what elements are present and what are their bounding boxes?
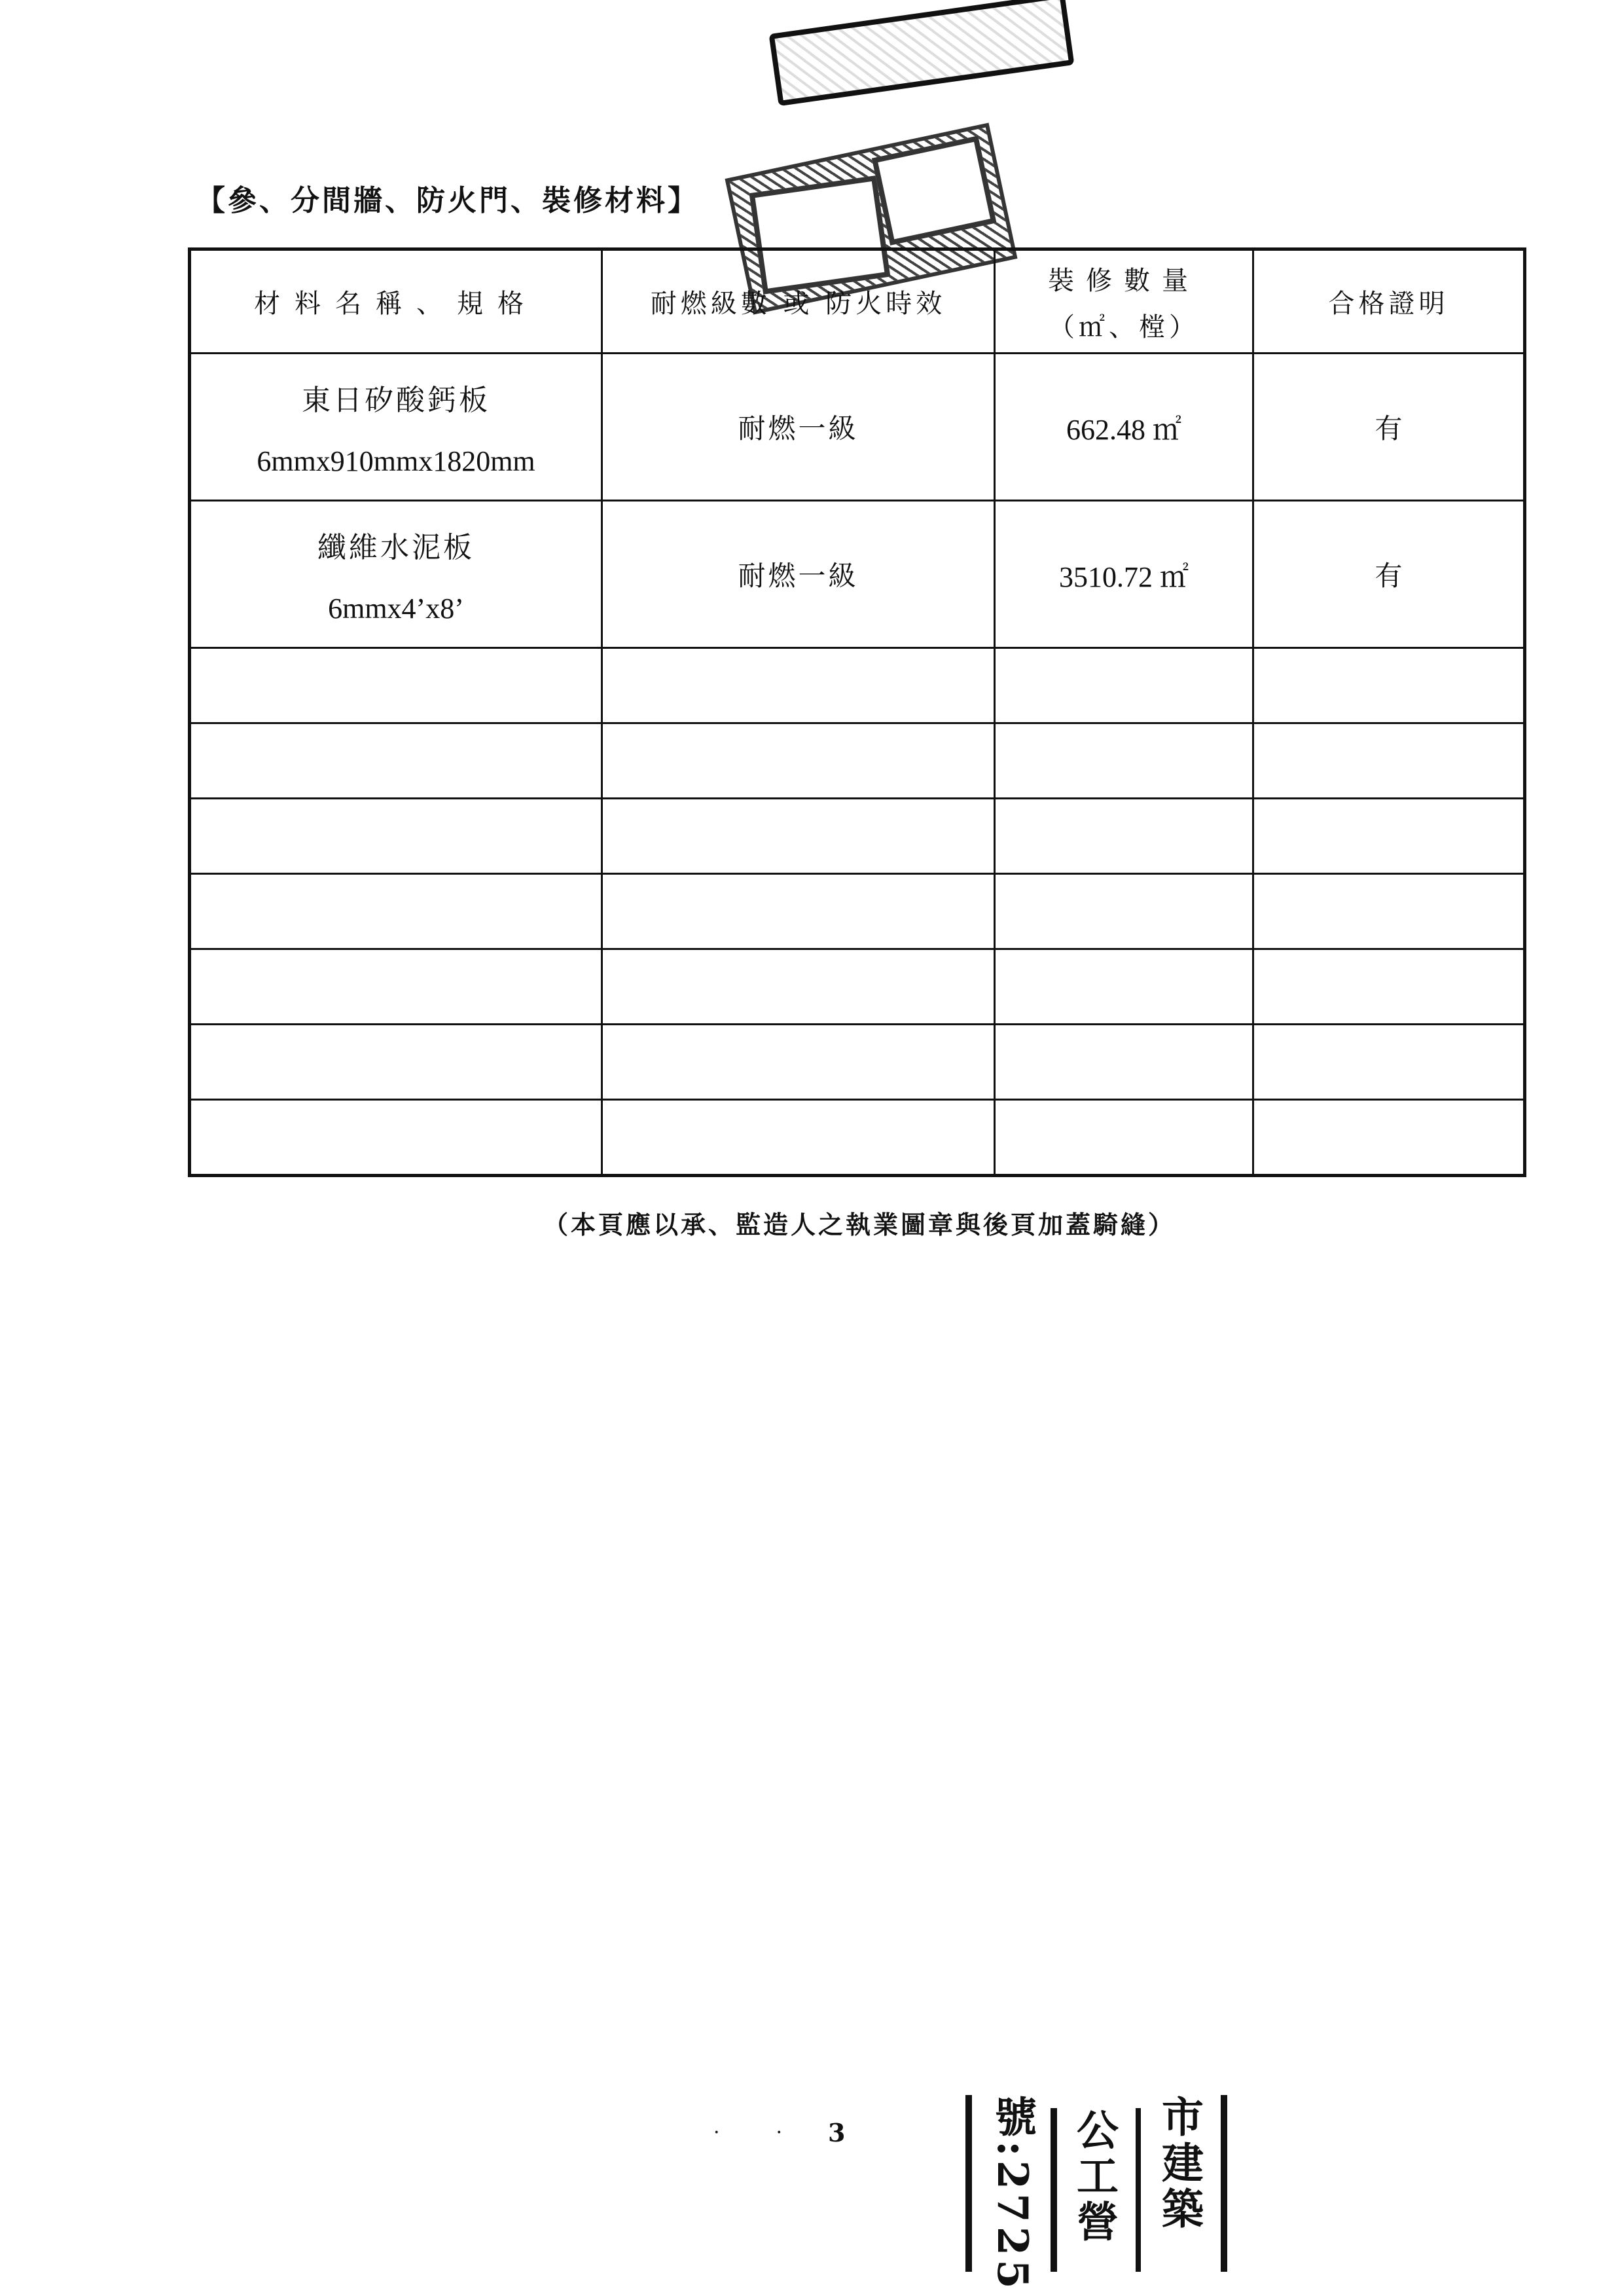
- empty-cell: [190, 648, 602, 723]
- section-title: 【參、分間牆、防火門、裝修材料】: [196, 184, 699, 217]
- empty-cell: [602, 949, 995, 1025]
- empty-cell: [190, 949, 602, 1025]
- stamp-text-col3: 市建築: [1155, 2095, 1204, 2232]
- empty-table-row: [190, 874, 1525, 949]
- empty-cell: [602, 648, 995, 723]
- empty-cell: [190, 723, 602, 799]
- header-material-name: [190, 249, 602, 354]
- empty-cell: [995, 1025, 1253, 1100]
- empty-cell: [1253, 799, 1525, 874]
- stamp-border: [1221, 2095, 1227, 2272]
- certificate-cell: 有: [1253, 354, 1525, 501]
- material-spec: 6mmx4’x8’: [328, 592, 464, 625]
- empty-cell: [190, 1100, 602, 1176]
- empty-cell: [995, 723, 1253, 799]
- stamp-text-col2: 公工營: [1070, 2108, 1119, 2246]
- empty-cell: [995, 648, 1253, 723]
- empty-cell: [602, 723, 995, 799]
- header-certificate: [1253, 249, 1525, 354]
- stamp-text-col1: 號:2725: [988, 2095, 1037, 2293]
- header-quantity-label: 裝修數量: [1048, 265, 1200, 296]
- empty-cell: [995, 1100, 1253, 1176]
- empty-cell: [1253, 1025, 1525, 1100]
- empty-cell: [995, 799, 1253, 874]
- empty-cell: [1253, 874, 1525, 949]
- empty-cell: [1253, 648, 1525, 723]
- seam-stamp-top: [768, 0, 1074, 106]
- header-material-name-label: 材料名稱、規格: [254, 289, 538, 319]
- header-quantity: [995, 249, 1253, 354]
- material-name-cell: [190, 501, 602, 648]
- empty-cell: [1253, 949, 1525, 1025]
- empty-cell: [190, 874, 602, 949]
- fire-grade-cell: 耐燃一級: [602, 354, 995, 501]
- empty-cell: [602, 1100, 995, 1176]
- empty-table-row: [190, 799, 1525, 874]
- empty-table-row: [190, 723, 1525, 799]
- materials-table: [188, 247, 1526, 1177]
- empty-cell: [1253, 723, 1525, 799]
- empty-table-row: [190, 648, 1525, 723]
- material-name-cell: [190, 354, 602, 501]
- stamp-border: [965, 2095, 972, 2272]
- quantity-cell: 3510.72 ㎡: [995, 501, 1253, 648]
- table-header-row: [190, 249, 1525, 354]
- material-name: 東日矽酸鈣板: [302, 383, 490, 417]
- certificate-cell: 有: [1253, 501, 1525, 648]
- stamp-border: [1051, 2108, 1057, 2272]
- seal-stamp-box: [872, 136, 997, 246]
- empty-cell: [995, 949, 1253, 1025]
- empty-cell: [602, 799, 995, 874]
- header-quantity-unit: （㎡、樘）: [1049, 312, 1199, 342]
- header-certificate-label: 合格證明: [1328, 289, 1449, 319]
- material-name: 纖維水泥板: [317, 530, 475, 564]
- seam-stamp-bottom: [952, 2082, 1607, 2293]
- empty-table-row: [190, 949, 1525, 1025]
- stray-marks: · ·: [713, 2121, 809, 2144]
- header-fire-grade: [602, 249, 995, 354]
- empty-table-row: [190, 1025, 1525, 1100]
- empty-cell: [602, 874, 995, 949]
- table-row: [190, 501, 1525, 648]
- fire-grade-cell: 耐燃一級: [602, 501, 995, 648]
- empty-cell: [602, 1025, 995, 1100]
- header-fire-grade-label: 耐燃級數 或 防火時效: [650, 289, 946, 319]
- stamp-border: [1136, 2108, 1141, 2272]
- footnote: （本頁應以承、監造人之執業圖章與後頁加蓋騎縫）: [543, 1210, 1176, 1239]
- material-spec: 6mmx910mmx1820mm: [257, 445, 535, 477]
- empty-cell: [190, 799, 602, 874]
- table-row: [190, 354, 1525, 501]
- empty-table-row: [190, 1100, 1525, 1176]
- quantity-cell: 662.48 ㎡: [995, 354, 1253, 501]
- empty-cell: [1253, 1100, 1525, 1176]
- empty-cell: [995, 874, 1253, 949]
- page-number: 3: [828, 2118, 846, 2147]
- empty-cell: [190, 1025, 602, 1100]
